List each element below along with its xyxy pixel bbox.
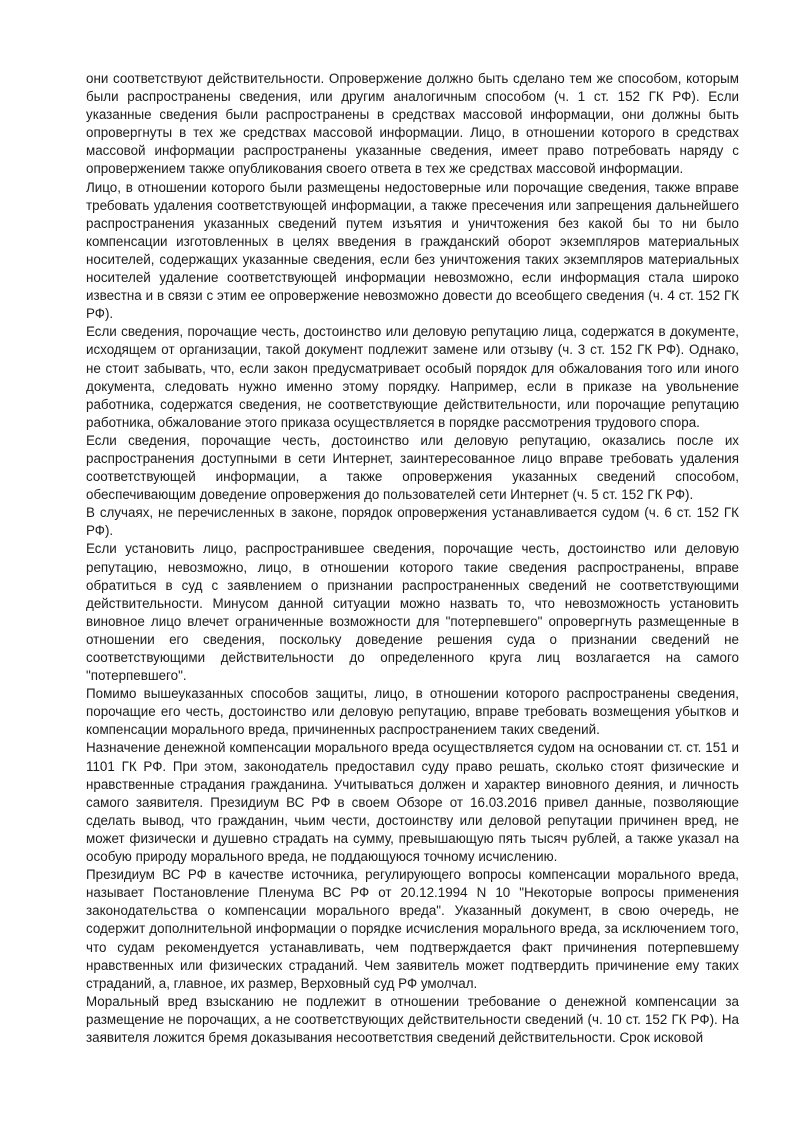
paragraph-moral-damage-exclusion: Моральный вред взысканию не подлежит в отношении требование о денежной компенсации за размещение не порочащих, а не соответствующих действительности сведений (ч. 10 ст. 152 ГК РФ). На заявителя ложится бремя доказывания несоответствия сведений действительности. Срок исковой <box>86 993 739 1045</box>
paragraph-moral-damage-amount: Назначение денежной компенсации морального вреда осуществляется судом на основании ст. ст. 151 и 1101 ГК РФ. При этом, законодатель предоставил суду право решать, сколько стоят физические и нравственные страдания гражданина. Учитываться должен и характер виновного деяния, и личность самого заявителя. Президиум ВС РФ в своем Обзоре от 16.03.2016 привел данные, позволяющие сделать вывод, что гражданин, чьим чести, достоинству или деловой репутации причинен вред, не может физически и душевно страдать на сумму, превышающую пять тысяч рублей, а также указал на особую природу морального вреда, не поддающуюся точному исчислению. <box>86 740 739 865</box>
document-page <box>86 70 739 1047</box>
paragraph-refutation-method: они соответствуют действительности. Опровержение должно быть сделано тем же способом, которым были распространены сведения, или другим аналогичным способом (ч. 1 ст. 152 ГК РФ). Если указанные сведения были распространены в средствах массовой информации, они должны быть опровергнуты в тех же средствах массовой информации. Лицо, в отношении которого в средствах массовой информации распространены указанные сведения, имеет право потребовать наряду с опровержением также опубликования своего ответа в тех же средствах массовой информации. <box>86 71 739 177</box>
paragraph-internet-information: Если сведения, порочащие честь, достоинство или деловую репутацию, оказались после их распространения доступными в сети Интернет, заинтересованное лицо вправе требовать удаления соответствующей информации, а также опровержения указанных сведений способом, обеспечивающим доведение опровержения до пользователей сети Интернет (ч. 5 ст. 152 ГК РФ). <box>86 432 739 503</box>
paragraph-plenum-resolution: Президиум ВС РФ в качестве источника, регулирующего вопросы компенсации морального вреда, называет Постановление Пленума ВС РФ от 20.12.1994 N 10 "Некоторые вопросы применения законодательства о компенсации морального вреда". Указанный документ, в свою очередь, не содержит дополнительной информации о порядке исчисления морального вреда, за исключением того, что судам рекомендуется устанавливать, чем подтверждается факт причинения потерпевшему нравственных или физических страданий. Чем заявитель может подтвердить причинение ему таких страданий, а, главное, их размер, Верховный суд РФ умолчал. <box>86 867 739 991</box>
paragraph-removal-of-information: Лицо, в отношении которого были размещены недостоверные или порочащие сведения, также вправе требовать удаления соответствующей информации, а также пресечения или запрещения дальнейшего распространения указанных сведений путем изъятия и уничтожения без какой бы то ни было компенсации изготовленных в целях введения в гражданский оборот экземпляров материальных носителей, содержащих указанные сведения, если без уничтожения таких экземпляров материальных носителей удаление соответствующей информации невозможно, если информация стала широко известна и в связи с этим ее опровержение невозможно довести до всеобщего сведения (ч. 4 ст. 152 ГК РФ). <box>86 179 739 322</box>
paragraph-unknown-distributor: Если установить лицо, распространившее сведения, порочащие честь, достоинство или деловую репутацию, невозможно, лицо, в отношении которого такие сведения распространены, вправе обратиться в суд с заявлением о признании распространенных сведений не соответствующими действительности. Минусом данной ситуации можно назвать то, что невозможность установить виновное лицо влечет ограниченные возможности для "потерпевшего" опровергнуть размещенные в отношении его сведения, поскольку доведение решения суда о признании сведений не соответствующими действительности до определенного круга лиц возлагается на самого "потерпевшего". <box>86 541 739 684</box>
paragraph-organization-document: Если сведения, порочащие честь, достоинство или деловую репутацию лица, содержатся в документе, исходящем от организации, такой документ подлежит замене или отзыву (ч. 3 ст. 152 ГК РФ). Однако, не стоит забывать, что, если закон предусматривает особый порядок для обжалования того или иного документа, следовать нужно именно этому порядку. Например, если в приказе на увольнение работника, содержатся сведения, не соответствующие действительности, или порочащие репутацию работника, обжалование этого приказа осуществляется в порядке рассмотрения трудового спора. <box>86 324 739 430</box>
paragraph-court-procedure: В случаях, не перечисленных в законе, порядок опровержения устанавливается судом (ч. 6 ст. 152 ГК РФ). <box>86 505 739 539</box>
paragraph-damages-compensation: Помимо вышеуказанных способов защиты, лицо, в отношении которого распространены сведения, порочащие его честь, достоинство или деловую репутацию, вправе требовать возмещения убытков и компенсации морального вреда, причиненных распространением таких сведений. <box>86 686 739 738</box>
